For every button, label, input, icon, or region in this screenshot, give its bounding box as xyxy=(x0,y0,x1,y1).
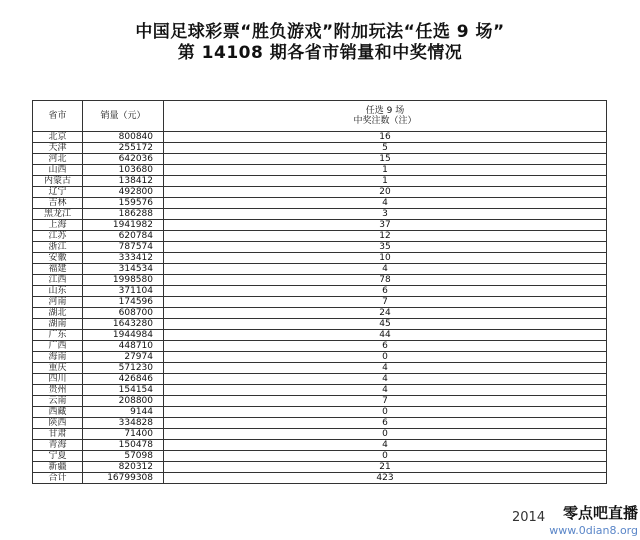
winners-cell: 4 xyxy=(164,363,607,374)
winners-cell: 20 xyxy=(164,187,607,198)
sales-cell: 174596 xyxy=(83,297,164,308)
table-row xyxy=(33,154,607,165)
sales-cell: 314534 xyxy=(83,264,164,275)
sales-cell: 620784 xyxy=(83,231,164,242)
table-row xyxy=(33,451,607,462)
winners-cell: 45 xyxy=(164,319,607,330)
province-cell: 山东 xyxy=(33,286,83,297)
table-row xyxy=(33,341,607,352)
province-cell: 河南 xyxy=(33,297,83,308)
sales-cell: 426846 xyxy=(83,374,164,385)
province-cell: 安徽 xyxy=(33,253,83,264)
sales-cell: 642036 xyxy=(83,154,164,165)
table-row xyxy=(33,286,607,297)
winners-cell: 1 xyxy=(164,176,607,187)
province-cell: 江苏 xyxy=(33,231,83,242)
sales-cell: 57098 xyxy=(83,451,164,462)
province-cell: 辽宁 xyxy=(33,187,83,198)
sales-cell: 186288 xyxy=(83,209,164,220)
province-cell: 山西 xyxy=(33,165,83,176)
province-cell: 云南 xyxy=(33,396,83,407)
table-row xyxy=(33,198,607,209)
table-row xyxy=(33,418,607,429)
header-prize xyxy=(164,101,607,132)
header-prize-top: 任选 9 场 xyxy=(365,106,405,116)
table-body xyxy=(33,132,607,484)
table-row xyxy=(33,396,607,407)
table-row xyxy=(33,220,607,231)
winners-cell: 12 xyxy=(164,231,607,242)
sales-cell: 1998580 xyxy=(83,275,164,286)
winners-cell: 6 xyxy=(164,341,607,352)
province-cell: 湖南 xyxy=(33,319,83,330)
province-cell: 江西 xyxy=(33,275,83,286)
province-cell: 合计 xyxy=(33,473,83,484)
winners-cell: 7 xyxy=(164,396,607,407)
sales-cell: 154154 xyxy=(83,385,164,396)
sales-cell: 448710 xyxy=(83,341,164,352)
winners-cell: 6 xyxy=(164,286,607,297)
province-cell: 四川 xyxy=(33,374,83,385)
winners-cell: 37 xyxy=(164,220,607,231)
province-cell: 宁夏 xyxy=(33,451,83,462)
province-cell: 吉林 xyxy=(33,198,83,209)
table-row xyxy=(33,308,607,319)
province-cell: 广西 xyxy=(33,341,83,352)
province-cell: 湖北 xyxy=(33,308,83,319)
winners-cell: 1 xyxy=(164,165,607,176)
table-row xyxy=(33,176,607,187)
table-row xyxy=(33,407,607,418)
winners-cell: 0 xyxy=(164,352,607,363)
winners-cell: 24 xyxy=(164,308,607,319)
winners-cell: 4 xyxy=(164,385,607,396)
sales-cell: 333412 xyxy=(83,253,164,264)
sales-cell: 16799308 xyxy=(83,473,164,484)
table-row xyxy=(33,330,607,341)
watermark xyxy=(538,502,638,537)
winners-cell: 35 xyxy=(164,242,607,253)
province-cell: 西藏 xyxy=(33,407,83,418)
watermark-url: www.0dian8.org xyxy=(549,524,638,537)
table-row xyxy=(33,363,607,374)
table-row xyxy=(33,297,607,308)
province-cell: 广东 xyxy=(33,330,83,341)
winners-cell: 0 xyxy=(164,451,607,462)
footer-date: 2014 xyxy=(512,510,546,525)
sales-cell: 103680 xyxy=(83,165,164,176)
province-cell: 上海 xyxy=(33,220,83,231)
table-row xyxy=(33,352,607,363)
sales-cell: 71400 xyxy=(83,429,164,440)
winners-cell: 4 xyxy=(164,440,607,451)
sales-cell: 9144 xyxy=(83,407,164,418)
header-province: 省市 xyxy=(33,101,83,132)
province-cell: 青海 xyxy=(33,440,83,451)
province-cell: 浙江 xyxy=(33,242,83,253)
table-row xyxy=(33,165,607,176)
header-prize-bottom: 中奖注数（注） xyxy=(353,116,417,126)
sales-cell: 820312 xyxy=(83,462,164,473)
table-row xyxy=(33,385,607,396)
table-row xyxy=(33,231,607,242)
winners-cell: 4 xyxy=(164,198,607,209)
sales-cell: 571230 xyxy=(83,363,164,374)
winners-cell: 0 xyxy=(164,429,607,440)
sales-cell: 800840 xyxy=(83,132,164,143)
header-sales: 销量（元） xyxy=(83,101,164,132)
province-cell: 海南 xyxy=(33,352,83,363)
province-cell: 黑龙江 xyxy=(33,209,83,220)
table-row xyxy=(33,374,607,385)
province-cell: 陕西 xyxy=(33,418,83,429)
winners-cell: 10 xyxy=(164,253,607,264)
table-row xyxy=(33,264,607,275)
sales-table xyxy=(32,100,607,484)
province-cell: 新疆 xyxy=(33,462,83,473)
winners-cell: 16 xyxy=(164,132,607,143)
sales-cell: 608700 xyxy=(83,308,164,319)
winners-cell: 423 xyxy=(164,473,607,484)
table-row xyxy=(33,143,607,154)
table-row xyxy=(33,429,607,440)
sales-cell: 787574 xyxy=(83,242,164,253)
province-cell: 重庆 xyxy=(33,363,83,374)
winners-cell: 4 xyxy=(164,374,607,385)
sales-cell: 150478 xyxy=(83,440,164,451)
winners-cell: 44 xyxy=(164,330,607,341)
sales-cell: 159576 xyxy=(83,198,164,209)
sales-cell: 1944984 xyxy=(83,330,164,341)
document-subtitle: 第 14108 期各省市销量和中奖情况 xyxy=(177,43,463,63)
table-row xyxy=(33,253,607,264)
sales-cell: 492800 xyxy=(83,187,164,198)
winners-cell: 5 xyxy=(164,143,607,154)
winners-cell: 4 xyxy=(164,264,607,275)
sales-cell: 255172 xyxy=(83,143,164,154)
winners-cell: 78 xyxy=(164,275,607,286)
sales-cell: 334828 xyxy=(83,418,164,429)
table-row xyxy=(33,275,607,286)
document-title: 中国足球彩票“胜负游戏”附加玩法“任选 9 场” xyxy=(135,22,505,42)
province-cell: 内蒙古 xyxy=(33,176,83,187)
sales-cell: 208800 xyxy=(83,396,164,407)
table-row xyxy=(33,319,607,330)
sales-cell: 27974 xyxy=(83,352,164,363)
table-row xyxy=(33,242,607,253)
sales-cell: 138412 xyxy=(83,176,164,187)
winners-cell: 7 xyxy=(164,297,607,308)
province-cell: 北京 xyxy=(33,132,83,143)
winners-cell: 3 xyxy=(164,209,607,220)
sales-cell: 1941982 xyxy=(83,220,164,231)
province-cell: 河北 xyxy=(33,154,83,165)
province-cell: 甘肃 xyxy=(33,429,83,440)
table-row xyxy=(33,187,607,198)
winners-cell: 21 xyxy=(164,462,607,473)
sales-cell: 371104 xyxy=(83,286,164,297)
province-cell: 天津 xyxy=(33,143,83,154)
table-header-row xyxy=(33,101,607,132)
table-row xyxy=(33,132,607,143)
province-cell: 福建 xyxy=(33,264,83,275)
table-row xyxy=(33,473,607,484)
table-row xyxy=(33,462,607,473)
watermark-text: 零点吧直播 xyxy=(562,504,638,522)
table-row xyxy=(33,440,607,451)
table-row xyxy=(33,209,607,220)
winners-cell: 15 xyxy=(164,154,607,165)
winners-cell: 6 xyxy=(164,418,607,429)
winners-cell: 0 xyxy=(164,407,607,418)
province-cell: 贵州 xyxy=(33,385,83,396)
sales-cell: 1643280 xyxy=(83,319,164,330)
